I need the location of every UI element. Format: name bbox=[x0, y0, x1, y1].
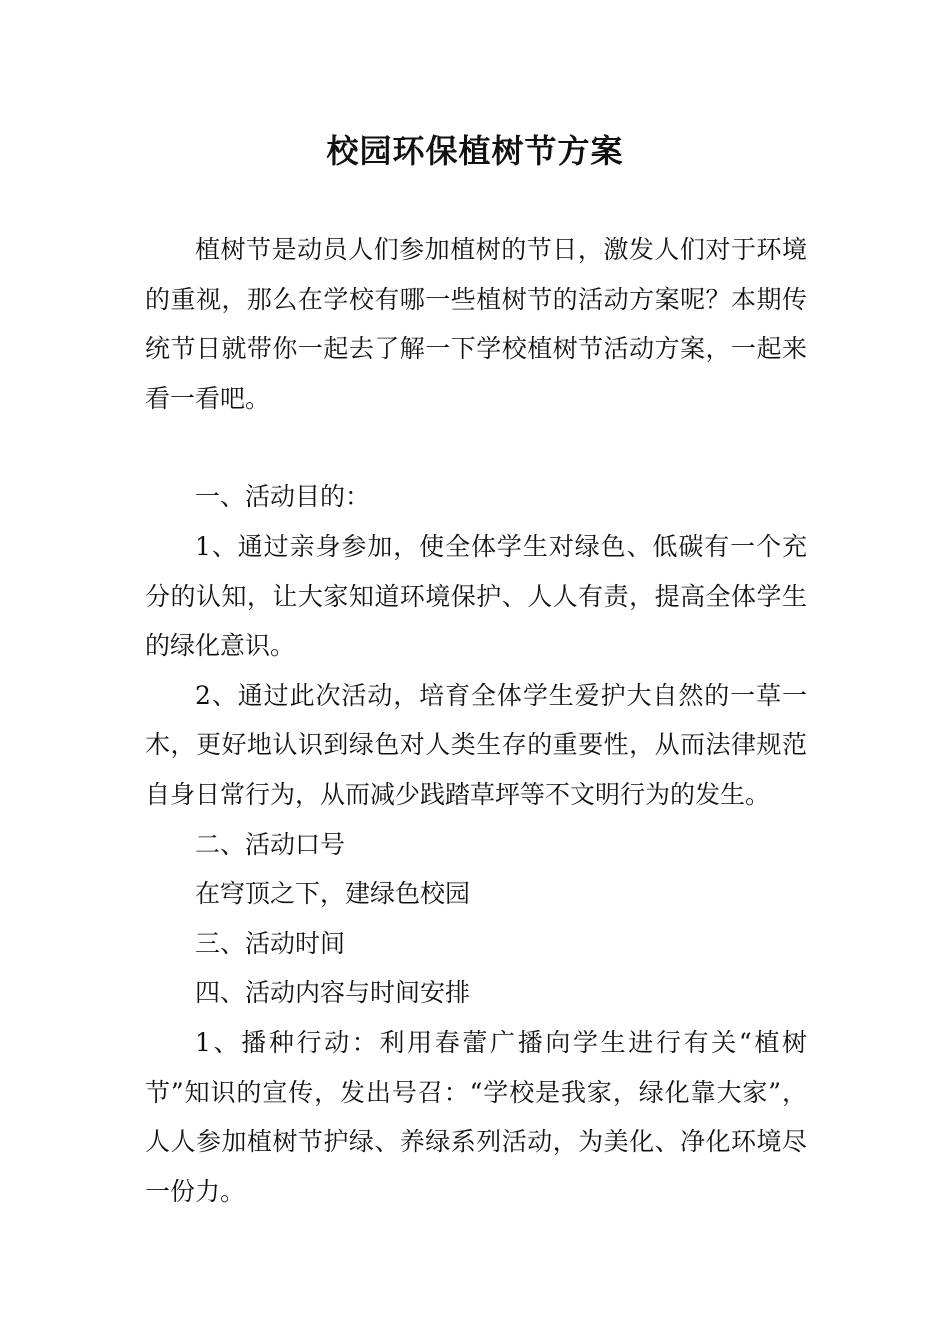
document-title: 校园环保植树节方案 bbox=[326, 132, 624, 170]
content-item-1: 1、播种行动：利用春蕾广播向学生进行有关“植树节”知识的宣传，发出号召：“学校是我家，绿化靠大家”，人人参加植树节护绿、养绿系列活动，为美化、净化环境尽一份力。 bbox=[145, 1027, 807, 1206]
purpose-item-1: 1、通过亲身参加，使全体学生对绿色、低碳有一个充分的认知，让大家知道环境保护、人人有责，提高全体学生的绿化意识。 bbox=[145, 531, 807, 661]
section-heading-time: 三、活动时间 bbox=[195, 928, 346, 958]
purpose-item-2: 2、通过此次活动，培育全体学生爱护大自然的一草一木，更好地认识到绿色对人类生存的重要性，从而法律规范自身日常行为，从而减少践踏草坪等不文明行为的发生。 bbox=[145, 680, 807, 809]
paragraph-spacer bbox=[145, 423, 807, 472]
document-body bbox=[145, 225, 807, 1216]
section-heading-slogan: 二、活动口号 bbox=[195, 829, 346, 859]
section-heading-purpose: 一、活动目的： bbox=[195, 482, 371, 512]
intro-paragraph: 植树节是动员人们参加植树的节日，激发人们对于环境的重视，那么在学校有哪一些植树节的活动方案呢？本期传统节日就带你一起去了解一下学校植树节活动方案，一起来看一看吧。 bbox=[145, 235, 807, 413]
slogan-text: 在穹顶之下，建绿色校园 bbox=[195, 879, 471, 909]
section-heading-content: 四、活动内容与时间安排 bbox=[195, 978, 471, 1008]
